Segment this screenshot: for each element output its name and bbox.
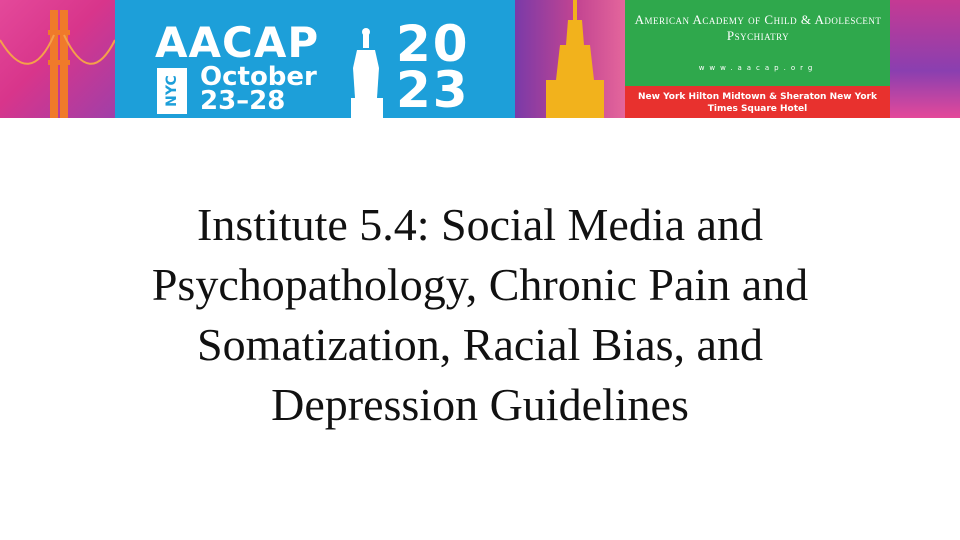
city-badge <box>157 68 187 114</box>
slide-title: Institute 5.4: Social Media and Psychopathology, Chronic Pain and Somatization, Racial Bias, and Depression Guidelines <box>151 199 809 430</box>
event-name: AACAP <box>155 18 320 67</box>
organization-name: American Academy of Child & Adolescent Psychiatry <box>634 12 882 43</box>
event-dates: 23–28 <box>200 86 286 116</box>
year-bottom: 23 <box>396 61 470 118</box>
year-top: 20 <box>396 15 470 73</box>
empire-state-building-icon <box>540 0 610 118</box>
statue-of-liberty-icon <box>345 28 391 118</box>
decor-panel <box>890 0 960 118</box>
organization-url: www.aacap.org <box>698 64 818 72</box>
venue-text: New York Hilton Midtown & Sheraton New York Times Square Hotel <box>638 92 877 114</box>
city-label: NYC <box>164 75 181 107</box>
bridge-icon <box>0 0 115 118</box>
conference-banner <box>0 0 960 118</box>
event-month: October <box>200 62 317 92</box>
